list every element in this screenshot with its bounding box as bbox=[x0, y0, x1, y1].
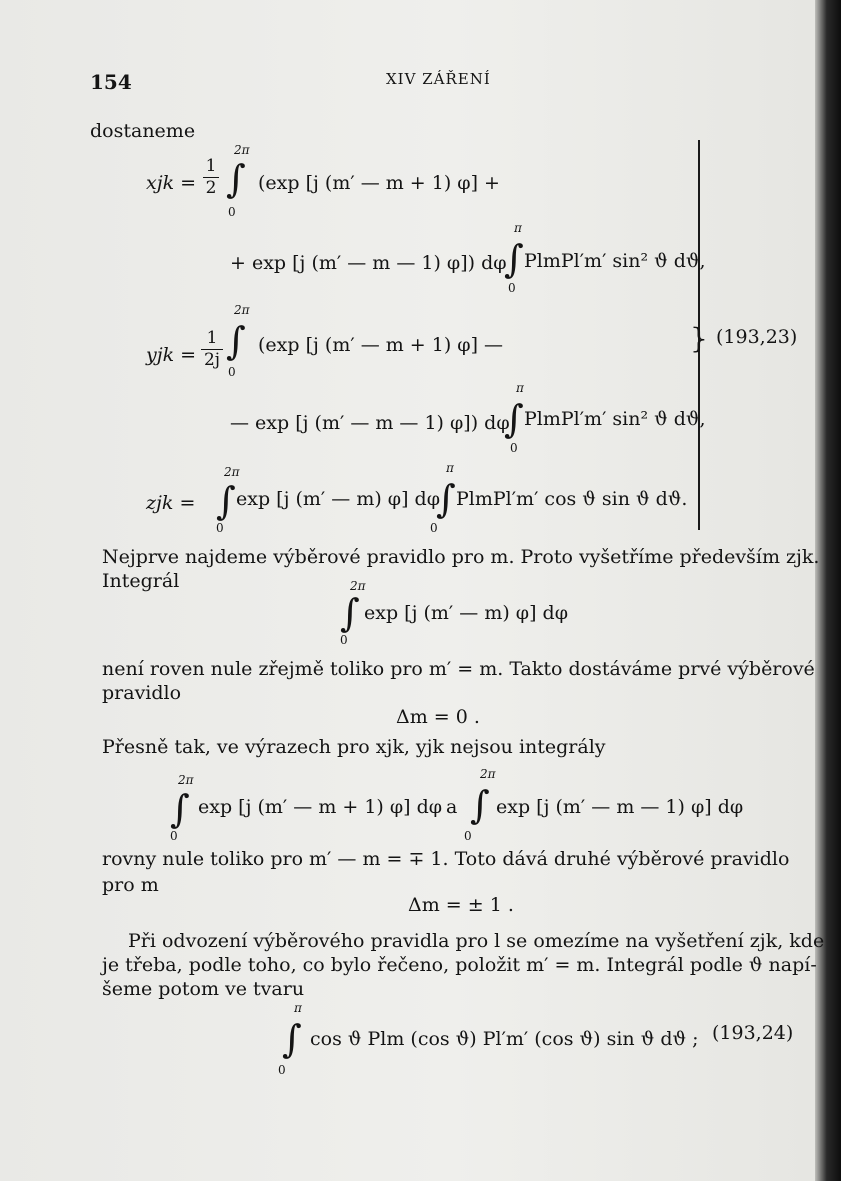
running-head: XIV ZÁŘENÍ bbox=[386, 70, 491, 88]
eq-y-line2: — exp [j (m′ — m — 1) φ]) dφ bbox=[230, 412, 510, 434]
conjunction-a: a bbox=[446, 796, 458, 818]
integral-sign: ∫ bbox=[282, 1017, 302, 1061]
int-upper-2pi: 2π bbox=[234, 143, 250, 157]
para1-line1: Nejprve najdeme výběrové pravidlo pro m. Proto vyšetříme především zjk. bbox=[102, 546, 820, 568]
eq-y-line1: (exp [j (m′ — m + 1) φ] — bbox=[258, 334, 504, 356]
int-upper-2pi: 2π bbox=[234, 303, 250, 317]
int-lower-0: 0 bbox=[430, 521, 438, 535]
para3: Přesně tak, ve výrazech pro xjk, yjk nejsou integrály bbox=[102, 736, 606, 758]
integral-sign: ∫ bbox=[504, 237, 524, 281]
int-lower-0: 0 bbox=[170, 829, 178, 843]
para2-line1: není roven nule zřejmě toliko pro m′ = m. Takto dostáváme prvé výběrové bbox=[102, 658, 815, 680]
intro-text: dostaneme bbox=[90, 120, 196, 142]
eq-x-label: xjk = bbox=[146, 172, 197, 194]
int-upper-pi: π bbox=[514, 221, 522, 235]
frac-half-num: 1 bbox=[205, 156, 217, 176]
int-lower-0: 0 bbox=[464, 829, 472, 843]
para1-line2: Integrál bbox=[102, 570, 180, 592]
selection-rule-2: Δm = ± 1 . bbox=[408, 894, 514, 916]
int-lower-0: 0 bbox=[508, 281, 516, 295]
para5-line1: Při odvození výběrového pravidla pro l se omezíme na vyšetření zjk, kde bbox=[128, 930, 825, 952]
int-lower-0: 0 bbox=[510, 441, 518, 455]
eq-y-label: yjk = bbox=[146, 344, 197, 366]
int-lower-0: 0 bbox=[228, 205, 236, 219]
int-upper-pi: π bbox=[446, 461, 454, 475]
int-lower-0: 0 bbox=[216, 521, 224, 535]
selection-rule-1: Δm = 0 . bbox=[396, 706, 480, 728]
int-lower-0: 0 bbox=[278, 1063, 286, 1077]
equation-193-24: cos ϑ Plm (cos ϑ) Pl′m′ (cos ϑ) sin ϑ dϑ ; bbox=[310, 1028, 699, 1050]
para4-line2: pro m bbox=[102, 874, 159, 896]
equation-number-193-24: (193,24) bbox=[712, 1022, 794, 1044]
integral-sign: ∫ bbox=[170, 787, 190, 831]
integral-sign: ∫ bbox=[226, 157, 246, 201]
int-upper-2pi: 2π bbox=[224, 465, 240, 479]
eq-x-line2: + exp [j (m′ — m — 1) φ]) dφ bbox=[230, 252, 507, 274]
legendre-sin2-2: PlmPl′m′ sin² ϑ dϑ, bbox=[524, 408, 706, 430]
page-number: 154 bbox=[90, 70, 132, 94]
integral-sign: ∫ bbox=[226, 319, 246, 363]
para5-line3: šeme potom ve tvaru bbox=[102, 978, 305, 1000]
int-upper-pi: π bbox=[294, 1001, 302, 1015]
legendre-cos: PlmPl′m′ cos ϑ sin ϑ dϑ. bbox=[456, 488, 688, 510]
integral-sign: ∫ bbox=[470, 783, 490, 827]
integral-sign: ∫ bbox=[504, 397, 524, 441]
integral-sign: ∫ bbox=[216, 479, 236, 523]
integral-a: exp [j (m′ — m + 1) φ] dφ bbox=[198, 796, 443, 818]
para2-line2: pravidlo bbox=[102, 682, 182, 704]
para4-line1: rovny nule toliko pro m′ — m = ∓ 1. Toto dává druhé výběrové pravidlo bbox=[102, 848, 790, 870]
frac-half-den: 2 bbox=[205, 178, 217, 198]
frac-j-num: 1 bbox=[206, 328, 218, 348]
int-lower-0: 0 bbox=[228, 365, 236, 379]
int-upper-2pi: 2π bbox=[480, 767, 496, 781]
book-spine-shadow bbox=[815, 0, 841, 1181]
eq-x-line1: (exp [j (m′ — m + 1) φ] + bbox=[258, 172, 500, 194]
int-upper-2pi: 2π bbox=[178, 773, 194, 787]
legendre-sin2-1: PlmPl′m′ sin² ϑ dϑ, bbox=[524, 250, 706, 272]
eq-z-line: exp [j (m′ — m) φ] dφ bbox=[236, 488, 441, 510]
int-lower-0: 0 bbox=[340, 633, 348, 647]
int-upper-pi: π bbox=[516, 381, 524, 395]
para5-line2: je třeba, podle toho, co bylo řečeno, položit m′ = m. Integrál podle ϑ napí- bbox=[102, 954, 817, 976]
int-upper-2pi: 2π bbox=[350, 579, 366, 593]
frac-j-den: 2j bbox=[203, 350, 221, 370]
integral-sign: ∫ bbox=[436, 477, 456, 521]
integral-z: exp [j (m′ — m) φ] dφ bbox=[364, 602, 569, 624]
integral-b: exp [j (m′ — m — 1) φ] dφ bbox=[496, 796, 744, 818]
equation-brace-tip: } bbox=[690, 322, 708, 355]
frac-j bbox=[201, 330, 223, 369]
equation-number-193-23: (193,23) bbox=[716, 326, 798, 348]
eq-z-label: zjk = bbox=[146, 492, 196, 514]
frac-half bbox=[203, 158, 219, 197]
integral-sign: ∫ bbox=[340, 591, 360, 635]
